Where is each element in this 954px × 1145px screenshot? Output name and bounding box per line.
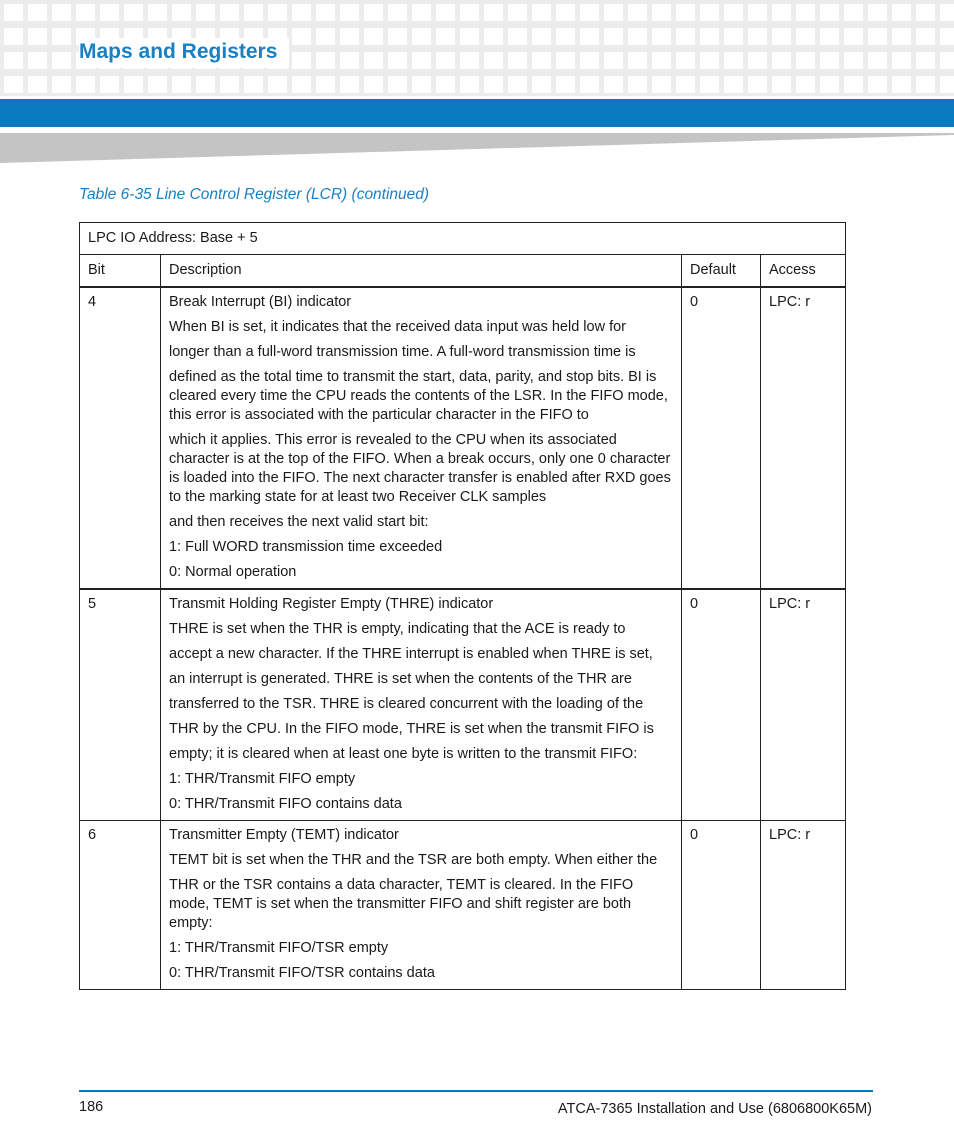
description-line: 1: THR/Transmit FIFO empty xyxy=(169,771,356,787)
description-line: empty; it is cleared when at least one byte is written to the transmit FIFO: xyxy=(169,746,638,762)
default-cell: 0 xyxy=(682,287,761,589)
description-line: When BI is set, it indicates that the received data input was held low for xyxy=(169,319,626,335)
bit-cell: 4 xyxy=(80,287,161,589)
description-line: 0: Normal operation xyxy=(169,564,297,580)
table-row xyxy=(80,589,846,821)
bit-cell: 5 xyxy=(80,589,161,821)
access-cell: LPC: r xyxy=(761,589,846,821)
description-line: and then receives the next valid start bit: xyxy=(169,514,429,530)
description-cell xyxy=(161,821,682,990)
description-line: longer than a full-word transmission time. A full-word transmission time is xyxy=(169,344,636,360)
description-line: transferred to the TSR. THRE is cleared concurrent with the loading of the xyxy=(169,696,644,712)
section-title: Maps and Registers xyxy=(79,38,289,68)
description-line: which it applies. This error is revealed to the CPU when its associated character is at the top of the FIFO. When a break occurs, only one 0 character is loaded into the FIFO. The next character transfer is enabled after RXD goes to the marking state for at least two Receiver CLK samples xyxy=(169,432,671,505)
header-gray-swoosh xyxy=(0,127,954,167)
description-line: THRE is set when the THR is empty, indicating that the ACE is ready to xyxy=(169,621,626,637)
bit-cell: 6 xyxy=(80,821,161,990)
column-header-bit: Bit xyxy=(80,255,161,288)
table-row xyxy=(80,821,846,990)
description-line: 1: Full WORD transmission time exceeded xyxy=(169,539,443,555)
description-line: an interrupt is generated. THRE is set when the contents of the THR are xyxy=(169,671,632,687)
description-line: Transmit Holding Register Empty (THRE) indicator xyxy=(169,596,494,612)
description-cell xyxy=(161,287,682,589)
description-line: 1: THR/Transmit FIFO/TSR empty xyxy=(169,940,389,956)
description-cell xyxy=(161,589,682,821)
table-caption: Table 6-35 Line Control Register (LCR) (continued) xyxy=(79,186,430,203)
footer-rule xyxy=(79,1090,873,1092)
address-cell: LPC IO Address: Base + 5 xyxy=(80,223,846,255)
lcr-register-table xyxy=(79,222,846,990)
column-header-access: Access xyxy=(761,255,846,288)
access-cell: LPC: r xyxy=(761,287,846,589)
description-line: 0: THR/Transmit FIFO/TSR contains data xyxy=(169,965,435,981)
description-line: defined as the total time to transmit the start, data, parity, and stop bits. BI is cleared every time the CPU reads the contents of the LSR. In the FIFO mode, this error is associated with the particular character in the FIFO to xyxy=(169,369,668,423)
description-line: THR by the CPU. In the FIFO mode, THRE is set when the transmit FIFO is xyxy=(169,721,654,737)
column-header-default: Default xyxy=(682,255,761,288)
column-header-row xyxy=(80,255,846,288)
description-line: Transmitter Empty (TEMT) indicator xyxy=(169,827,399,843)
access-cell: LPC: r xyxy=(761,821,846,990)
page-number: 186 xyxy=(79,1099,104,1115)
default-cell: 0 xyxy=(682,589,761,821)
column-header-description: Description xyxy=(161,255,682,288)
description-line: THR or the TSR contains a data character, TEMT is cleared. In the FIFO mode, TEMT is set when the transmitter FIFO and shift register are both empty: xyxy=(169,877,634,931)
description-line: Break Interrupt (BI) indicator xyxy=(169,294,352,310)
table-row xyxy=(80,287,846,589)
address-row xyxy=(80,223,846,255)
document-title: ATCA-7365 Installation and Use (6806800K65M) xyxy=(557,1101,872,1117)
header-blue-bar xyxy=(0,99,954,127)
default-cell: 0 xyxy=(682,821,761,990)
description-line: accept a new character. If the THRE interrupt is enabled when THRE is set, xyxy=(169,646,653,662)
description-line: 0: THR/Transmit FIFO contains data xyxy=(169,796,402,812)
description-line: TEMT bit is set when the THR and the TSR are both empty. When either the xyxy=(169,852,658,868)
